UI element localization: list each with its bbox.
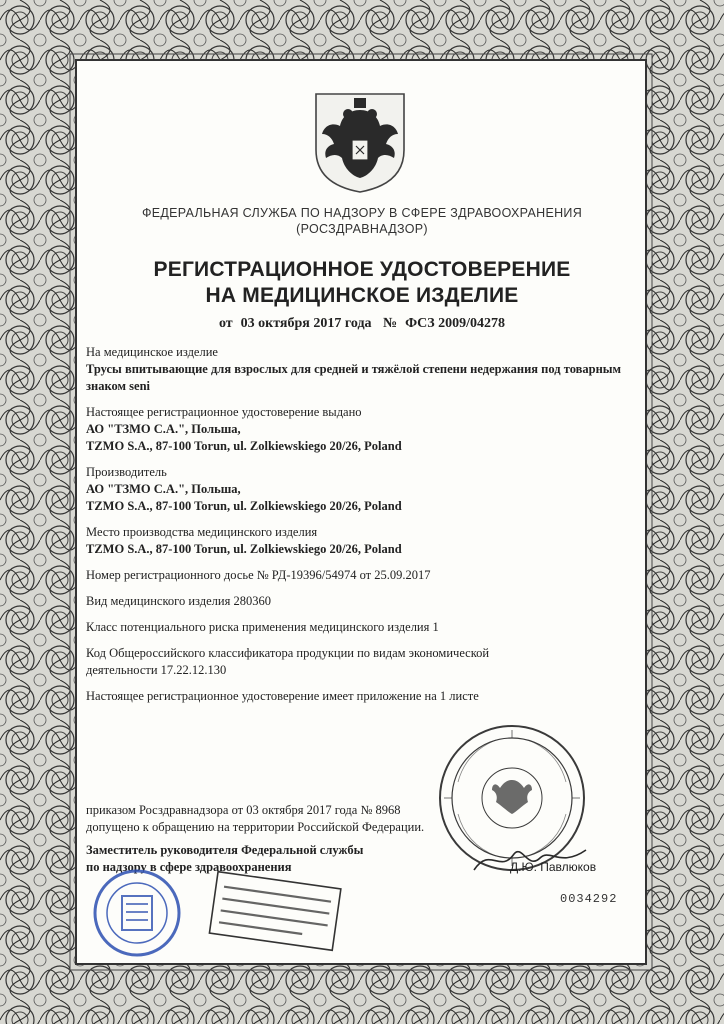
- registration-number: ФСЗ 2009/04278: [405, 316, 506, 331]
- issued-to-line2: TZMO S.A., 87-100 Torun, ul. Zolkiewskiego 20/26, Poland: [86, 439, 402, 453]
- okpd-line1: Код Общероссийского классификатора продукции по видам экономической: [86, 646, 490, 660]
- manufacturer-block: [86, 464, 634, 515]
- production-site-label: Место производства медицинского изделия: [86, 525, 318, 539]
- okpd-line2: деятельности 17.22.12.130: [86, 663, 227, 677]
- certificate-body: [86, 344, 634, 714]
- order-line1: приказом Росздравнадзора от 03 октября 2017 года № 8968: [86, 803, 401, 817]
- annex-note: Настоящее регистрационное удостоверение имеет приложение на 1 листе: [86, 689, 479, 703]
- device-type: Вид медицинского изделия 280360: [86, 594, 271, 608]
- device-block: [86, 344, 634, 395]
- signer-name: Д.Ю. Павлюков: [510, 860, 597, 874]
- document-title-line2: НА МЕДИЦИНСКОЕ ИЗДЕЛИЕ: [205, 284, 519, 307]
- deputy-line1: Заместитель руководителя Федеральной службы: [86, 843, 364, 857]
- registration-line: [100, 316, 624, 332]
- manufacturer-label: Производитель: [86, 465, 167, 479]
- manufacturer-line1: АО "ТЗМО С.А.", Польша,: [86, 482, 241, 496]
- production-site-block: [86, 524, 634, 558]
- issued-to-line1: АО "ТЗМО С.А.", Польша,: [86, 422, 241, 436]
- device-label: На медицинское изделие: [86, 345, 218, 359]
- blue-stamp-icon: [92, 868, 182, 958]
- document-title-line1: РЕГИСТРАЦИОННОЕ УДОСТОВЕРЕНИЕ: [153, 258, 571, 281]
- production-site-line1: TZMO S.A., 87-100 Torun, ul. Zolkiewskiego 20/26, Poland: [86, 542, 402, 556]
- order-line2: допущено к обращению на территории Российской Федерации.: [86, 820, 425, 834]
- issued-to-block: [86, 404, 634, 455]
- dossier-number: Номер регистрационного досье № РД-19396/54974 от 25.09.2017: [86, 568, 431, 582]
- agency-name: ФЕДЕРАЛЬНАЯ СЛУЖБА ПО НАДЗОРУ В СФЕРЕ ЗДРАВООХРАНЕНИЯ: [141, 206, 583, 220]
- agency-abbreviation: (РОСЗДРАВНАДЗОР): [296, 222, 428, 236]
- okpd-code-block: [86, 645, 634, 679]
- date-prefix: от: [218, 316, 233, 331]
- issued-to-label: Настоящее регистрационное удостоверение выдано: [86, 405, 362, 419]
- number-prefix: №: [383, 316, 398, 331]
- deputy-line2: по надзору в сфере здравоохранения: [86, 860, 292, 874]
- serial-number: 0034292: [560, 892, 618, 906]
- double-headed-eagle-icon: [312, 88, 408, 196]
- copy-verified-stamp-icon: [205, 870, 345, 954]
- manufacturer-line2: TZMO S.A., 87-100 Torun, ul. Zolkiewskiego 20/26, Poland: [86, 499, 402, 513]
- device-name: Трусы впитывающие для взрослых для средней и тяжёлой степени недержания под товарным знаком seni: [86, 362, 622, 393]
- registration-date: 03 октября 2017 года: [240, 316, 372, 331]
- risk-class: Класс потенциального риска применения медицинского изделия 1: [86, 620, 439, 634]
- russian-emblem: [312, 88, 408, 196]
